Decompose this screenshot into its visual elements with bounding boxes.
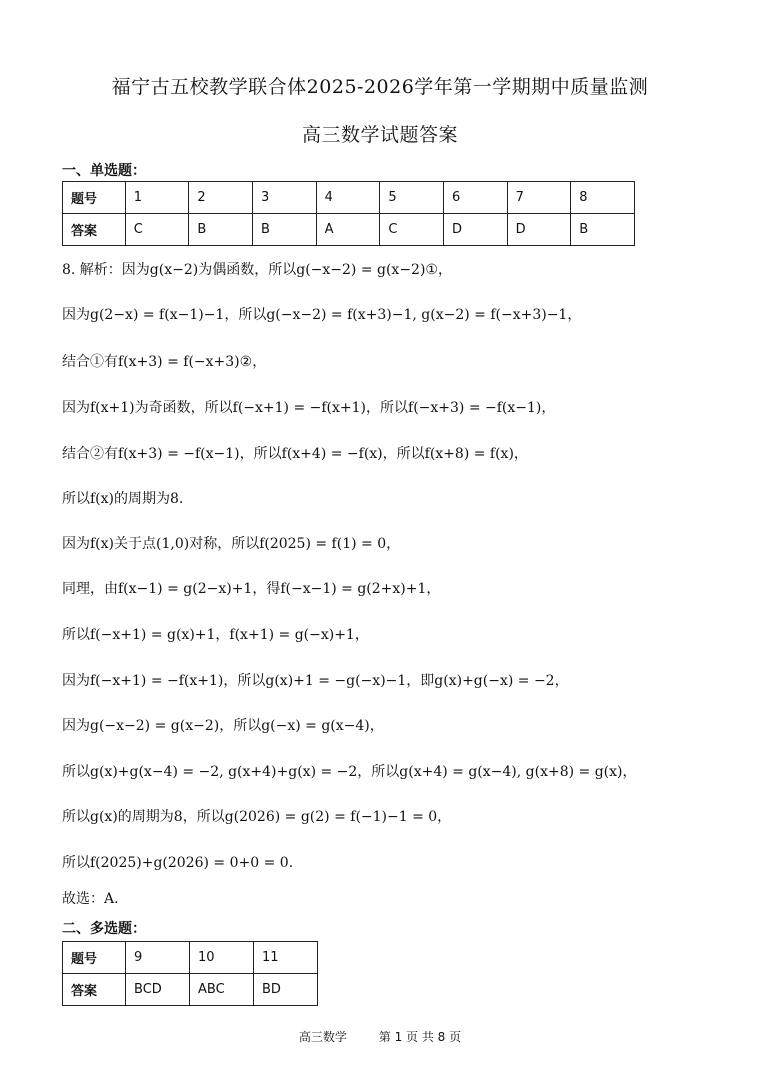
- answer-cell: D: [507, 214, 571, 246]
- section-heading-multiple-choice: 二、多选题：: [62, 921, 146, 937]
- section-heading-single-choice: 一、单选题：: [62, 163, 146, 179]
- question-number: 8: [571, 182, 635, 214]
- table-row: [63, 214, 635, 246]
- footer-subject: 高三数学: [298, 1030, 347, 1044]
- row-label: 题号: [63, 942, 126, 974]
- table-row: [63, 942, 318, 974]
- question-number: 1: [125, 182, 189, 214]
- solution-line: 因为g(−x−2) = g(x−2)，所以g(−x) = g(x−4)，: [62, 718, 384, 734]
- solution-line: 结合①有f(x+3) = f(−x+3)②，: [62, 354, 267, 370]
- answer-cell: BCD: [126, 974, 190, 1006]
- row-label: 题号: [63, 182, 126, 214]
- solution-line: 所以g(x)+g(x−4) = −2, g(x+4)+g(x) = −2，所以g(x+4) = g(x−4), g(x+8) = g(x)，: [62, 764, 637, 780]
- question-number: 11: [254, 942, 318, 974]
- question-number: 5: [380, 182, 444, 214]
- solution-line: 因为f(x)关于点(1,0)对称，所以f(2025) = f(1) = 0，: [62, 536, 401, 552]
- page-footer: [0, 1028, 760, 1045]
- answer-cell: A: [316, 214, 380, 246]
- question-number: 2: [189, 182, 253, 214]
- multiple-choice-answer-table: [62, 941, 318, 1006]
- single-choice-answer-table: [62, 181, 635, 246]
- question-number: 4: [316, 182, 380, 214]
- solution-line: 因为g(2−x) = f(x−1)−1，所以g(−x−2) = f(x+3)−1, g(x−2) = f(−x+3)−1，: [62, 307, 582, 323]
- solution-line: 所以f(−x+1) = g(x)+1，f(x+1) = g(−x)+1，: [62, 627, 369, 643]
- row-label: 答案: [63, 214, 126, 246]
- footer-page-number: 第 1 页 共 8 页: [378, 1030, 462, 1044]
- document-title: 福宁古五校教学联合体2025-2026学年第一学期期中质量监测: [111, 76, 649, 98]
- table-row: [63, 182, 635, 214]
- solution-line: 结合②有f(x+3) = −f(x−1)，所以f(x+4) = −f(x)，所以f(x+8) = f(x)，: [62, 446, 528, 462]
- solution-line: 因为f(x+1)为奇函数，所以f(−x+1) = −f(x+1)，所以f(−x+3) = −f(x−1)，: [62, 400, 556, 416]
- answer-cell: C: [380, 214, 444, 246]
- solution-line: 所以f(x)的周期为8.: [62, 491, 184, 507]
- question-number: 7: [507, 182, 571, 214]
- answer-cell: BD: [254, 974, 318, 1006]
- question-number: 9: [126, 942, 190, 974]
- question-number: 3: [253, 182, 317, 214]
- solution-line: 因为f(−x+1) = −f(x+1)，所以g(x)+1 = −g(−x)−1，即g(x)+g(−x) = −2，: [62, 673, 569, 689]
- answer-cell: D: [443, 214, 507, 246]
- question-number: 6: [443, 182, 507, 214]
- solution-line: 同理，由f(x−1) = g(2−x)+1，得f(−x−1) = g(2+x)+1，: [62, 581, 441, 597]
- document-subtitle: 高三数学试题答案: [301, 124, 458, 146]
- answer-cell: C: [125, 214, 189, 246]
- solution-line: 8. 解析：因为g(x−2)为偶函数，所以g(−x−2) = g(x−2)①，: [62, 262, 452, 278]
- table-row: [63, 974, 318, 1006]
- answer-cell: B: [571, 214, 635, 246]
- answer-cell: B: [189, 214, 253, 246]
- solution-line: 故选：A.: [62, 891, 119, 907]
- row-label: 答案: [63, 974, 126, 1006]
- solution-line: 所以f(2025)+g(2026) = 0+0 = 0.: [62, 855, 294, 871]
- answer-cell: ABC: [190, 974, 254, 1006]
- solution-line: 所以g(x)的周期为8，所以g(2026) = g(2) = f(−1)−1 = 0，: [62, 809, 452, 825]
- question-number: 10: [190, 942, 254, 974]
- answer-cell: B: [253, 214, 317, 246]
